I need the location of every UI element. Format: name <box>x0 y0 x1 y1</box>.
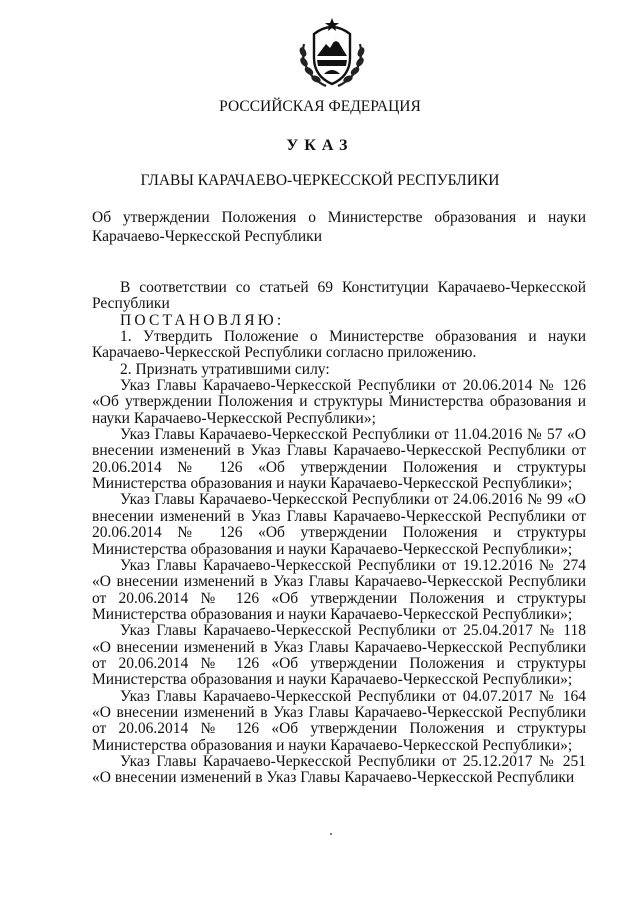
repealed-decree-5: Указ Главы Карачаево-Черкесской Республики от 25.04.2017 № 118 «О внесении изменений в Указ Главы Карачаево-Черкесской Республики от 20.06.2014 № 126 «Об утверждении Положения и структуры Министерства образования и науки Карачаево-Черкесской Республики»; <box>92 622 586 689</box>
decree-subject: Об утверждении Положения о Министерстве образования и науки Карачаево-Черкесской Республики <box>92 209 586 245</box>
document-type-heading: УКАЗ <box>286 137 354 154</box>
repealed-decree-1: Указ Главы Карачаево-Черкесской Республики от 20.06.2014 № 126 «Об утверждении Положения и структуры Министерства образования и науки Карачаево-Черкесской Республики»; <box>92 377 586 427</box>
repealed-decree-4: Указ Главы Карачаево-Черкесской Республики от 19.12.2016 № 274 «О внесении изменений в Указ Главы Карачаево-Черкесской Республики от 20.06.2014 № 126 «Об утверждении Положения и структуры Министерства образования и науки Карачаево-Черкесской Республики»; <box>92 556 586 623</box>
repealed-decree-2: Указ Главы Карачаево-Черкесской Республики от 11.04.2016 № 57 «О внесении изменений в Указ Главы Карачаево-Черкесской Республики от 20.06.2014 № 126 «Об утверждении Положения и структуры Министерства образования и науки Карачаево-Черкесской Республики»; <box>92 426 586 493</box>
repealed-decree-6: Указ Главы Карачаево-Черкесской Республики от 04.07.2017 № 164 «О внесении изменений в Указ Главы Карачаево-Черкесской Республики от 20.06.2014 № 126 «Об утверждении Положения и структуры Министерства образования и науки Карачаево-Черкесской Республики»; <box>92 687 586 754</box>
preamble-paragraph: В соответствии со статьей 69 Конституции Карачаево-Черкесской Республики <box>92 279 586 313</box>
item-1-paragraph: 1. Утвердить Положение о Министерстве образования и науки Карачаево-Черкесской Республики согласно приложению. <box>92 328 586 362</box>
repealed-decree-7: Указ Главы Карачаевo-Черкесской Республики от 25.12.2017 № 251 «О внесении изменений в Указ Главы Карачаево-Черкесской Республики <box>92 752 586 787</box>
country-heading: РОССИЙСКАЯ ФЕДЕРАЦИЯ <box>219 98 421 115</box>
coat-of-arms-emblem-icon <box>290 14 374 92</box>
item-2-paragraph: 2. Признать утратившими силу: <box>120 360 330 378</box>
decree-word: ПОСТАНОВЛЯЮ: <box>120 311 285 329</box>
repealed-decree-3: Указ Главы Карачаево-Черкесской Республики от 24.06.2016 № 99 «О внесении изменений в Указ Главы Карачаево-Черкесской Республики от 20.06.2014 № 126 «Об утверждении Положения и структуры Министерства образования и науки Карачаево-Черкесской Республики»; <box>92 491 586 558</box>
decree-body <box>92 280 586 787</box>
page-mark <box>330 833 332 835</box>
issuing-authority-heading: ГЛАВЫ КАРАЧАЕВО-ЧЕРКЕССКОЙ РЕСПУБЛИКИ <box>140 172 500 189</box>
